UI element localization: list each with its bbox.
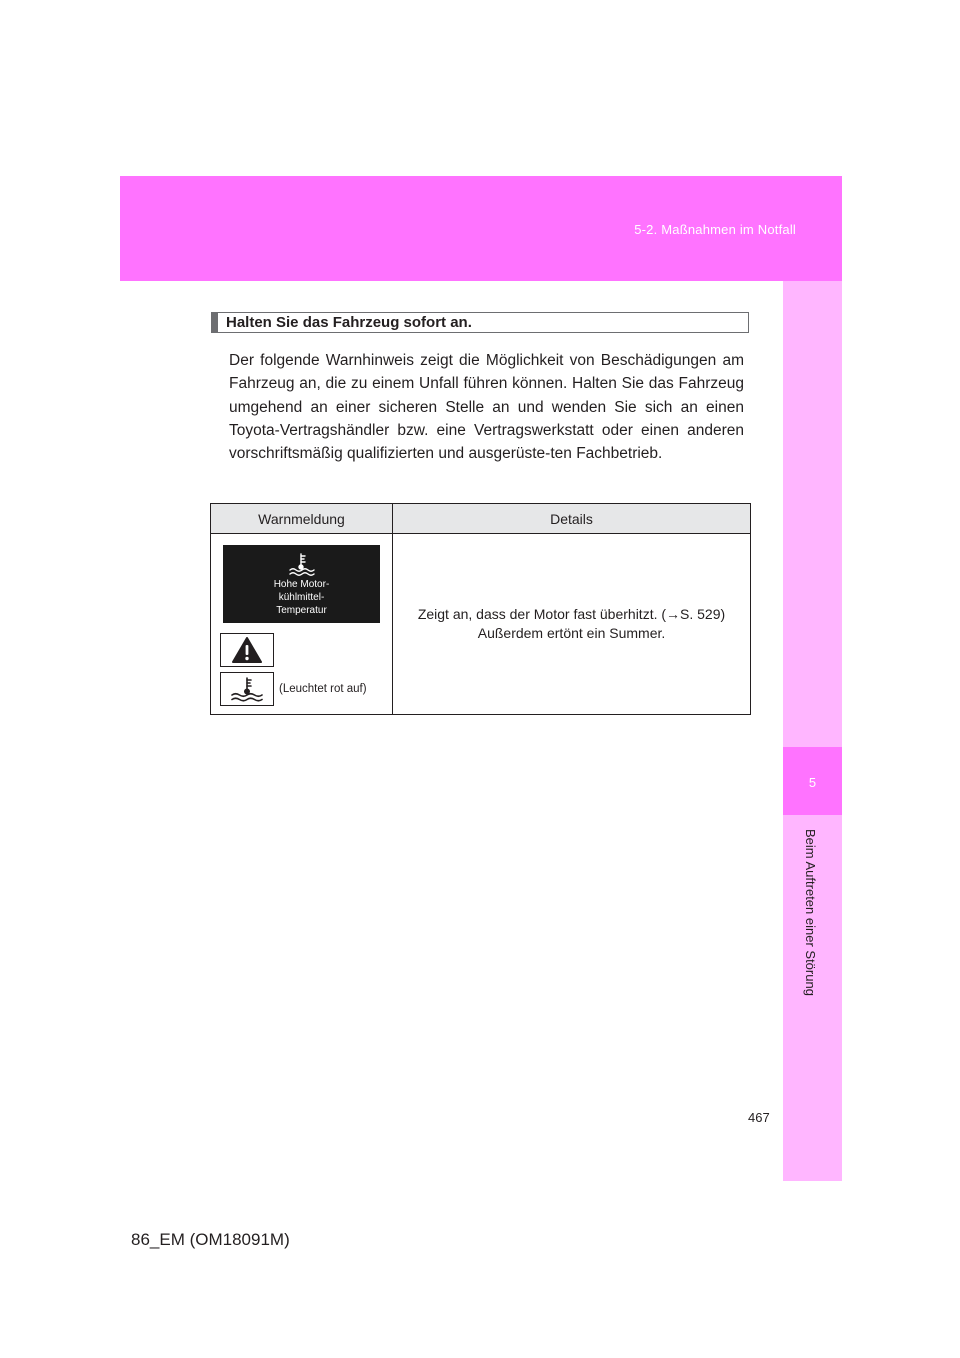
warning-triangle-icon bbox=[231, 636, 263, 664]
section-heading bbox=[211, 312, 749, 333]
heading-marker bbox=[212, 313, 218, 332]
lamp-note: (Leuchtet rot auf) bbox=[279, 683, 367, 695]
details-line-1: Zeigt an, dass der Motor fast überhitzt. (→S. 529) bbox=[417, 606, 726, 622]
header-band bbox=[120, 176, 842, 281]
warning-cell bbox=[211, 534, 393, 715]
chapter-number: 5 bbox=[808, 775, 817, 790]
coolant-warning-lamp bbox=[220, 672, 274, 706]
warning-table bbox=[210, 503, 751, 715]
column-header-details: Details bbox=[393, 504, 751, 534]
display-line-1: Hohe Motor- bbox=[273, 579, 330, 590]
multi-info-display bbox=[223, 545, 380, 623]
section-title: 5-2. Maßnahmen im Notfall bbox=[634, 222, 796, 237]
document-code: 86_EM (OM18091M) bbox=[131, 1230, 290, 1249]
details-cell bbox=[393, 534, 751, 715]
page-number: 467 bbox=[748, 1110, 770, 1125]
display-line-2: kühlmittel- bbox=[278, 592, 325, 603]
section-heading-text: Halten Sie das Fahrzeug sofort an. bbox=[226, 314, 472, 331]
master-warning-lamp bbox=[220, 633, 274, 667]
section-body: Der folgende Warnhinweis zeigt die Möglichkeit von Beschädigungen am Fahrzeug an, die zu einem Unfall führen können. Halten Sie das Fahrzeug umgehend an einer sicheren Stelle an und wenden Sie sich an einen Toyota-Vertragshändler bzw. eine Vertragswerkstatt oder einen anderen vorschriftsmäßig qualifizierten und ausgerüste-ten Fachbetrieb. bbox=[229, 352, 744, 463]
coolant-temperature-icon bbox=[228, 676, 266, 702]
column-header-warnmeldung: Warnmeldung bbox=[211, 504, 393, 534]
display-message bbox=[223, 578, 380, 617]
side-tab bbox=[783, 281, 842, 1181]
chapter-name: Beim Auftreten einer Störung bbox=[803, 829, 818, 996]
display-line-3: Temperatur bbox=[276, 605, 327, 616]
table-header-row bbox=[211, 504, 751, 534]
details-line-2: Außerdem ertönt ein Summer. bbox=[477, 625, 666, 641]
table-row bbox=[211, 534, 751, 715]
coolant-temperature-icon bbox=[285, 552, 317, 576]
chapter-box bbox=[783, 747, 842, 815]
